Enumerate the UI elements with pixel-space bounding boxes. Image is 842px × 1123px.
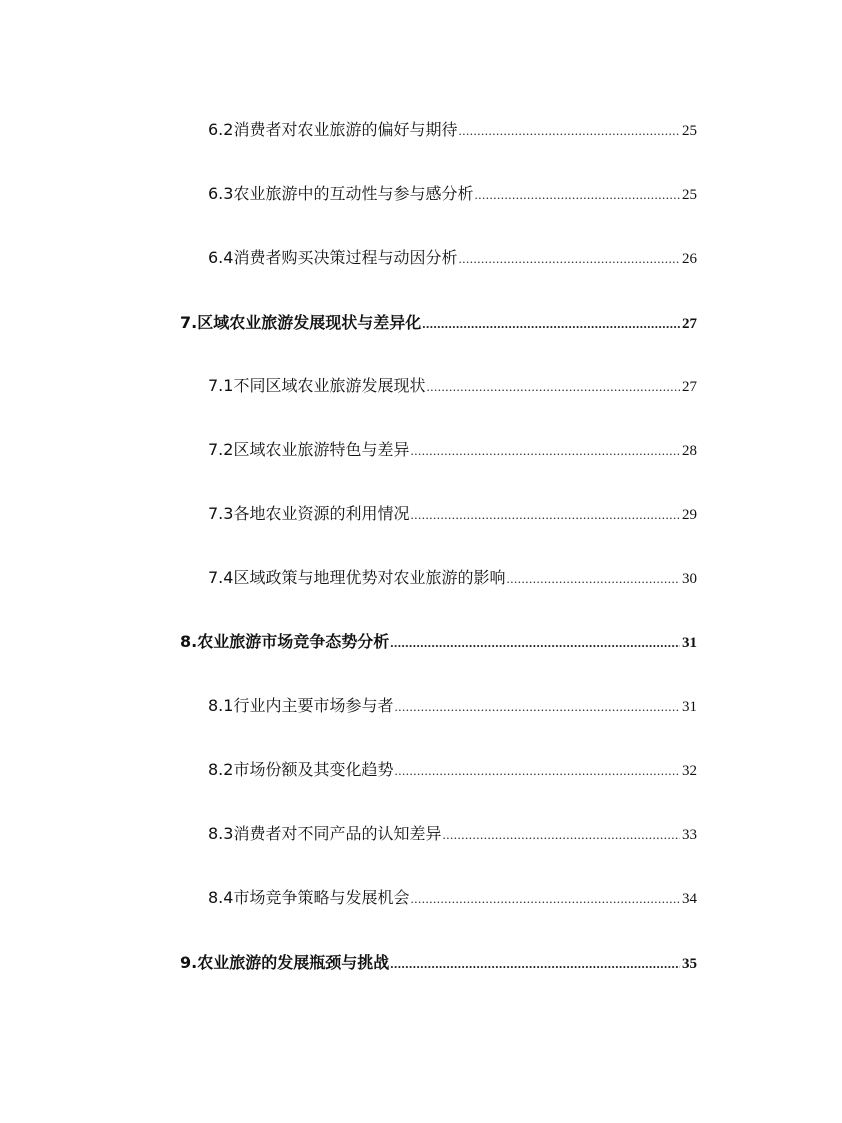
toc-entry-7-1[interactable] bbox=[208, 374, 697, 398]
toc-leader-dots bbox=[410, 439, 680, 463]
toc-page-number: 25 bbox=[682, 123, 697, 139]
toc-leader-dots bbox=[426, 375, 680, 399]
toc-leader-dots bbox=[390, 631, 680, 655]
toc-entry-title: 不同区域农业旅游发展现状 bbox=[233, 376, 426, 395]
toc-entry-title: 农业旅游的发展瓶颈与挑战 bbox=[197, 953, 390, 972]
toc-entry-6-4[interactable] bbox=[208, 246, 697, 270]
toc-entry-number: 7.2 bbox=[208, 440, 234, 459]
toc-entry-title: 行业内主要市场参与者 bbox=[233, 696, 394, 715]
toc-entry-8-2[interactable] bbox=[208, 758, 697, 782]
toc-entry-number: 7.4 bbox=[208, 568, 234, 587]
toc-entry-9[interactable] bbox=[180, 951, 697, 975]
toc-entry-number: 7.3 bbox=[208, 504, 234, 523]
toc-page-number: 30 bbox=[682, 571, 697, 587]
toc-entry-6-3[interactable] bbox=[208, 182, 697, 206]
toc-leader-dots bbox=[410, 887, 680, 911]
toc-entry-number: 8.4 bbox=[208, 888, 234, 907]
toc-entry-8-4[interactable] bbox=[208, 886, 697, 910]
toc-entry-title: 市场竞争策略与发展机会 bbox=[233, 888, 410, 907]
toc-entry-number: 8.1 bbox=[208, 696, 234, 715]
toc-page-number: 25 bbox=[682, 187, 697, 203]
toc-entry-title: 各地农业资源的利用情况 bbox=[233, 504, 410, 523]
toc-entry-7-4[interactable] bbox=[208, 566, 697, 590]
toc-entry-number: 9. bbox=[180, 953, 198, 972]
toc-entry-title: 区域农业旅游发展现状与差异化 bbox=[197, 313, 422, 332]
toc-entry-number: 8.2 bbox=[208, 760, 234, 779]
toc-leader-dots bbox=[394, 695, 680, 719]
toc-entry-7-2[interactable] bbox=[208, 438, 697, 462]
toc-entry-title: 区域农业旅游特色与差异 bbox=[233, 440, 410, 459]
toc-page-number: 32 bbox=[682, 763, 697, 779]
toc-page-number: 27 bbox=[682, 379, 697, 395]
toc-page-number: 35 bbox=[682, 956, 697, 972]
toc-page-number: 31 bbox=[682, 699, 697, 715]
toc-page-number: 29 bbox=[682, 507, 697, 523]
toc-page-number: 27 bbox=[682, 316, 697, 332]
toc-entry-8-3[interactable] bbox=[208, 822, 697, 846]
toc-entry-8-1[interactable] bbox=[208, 694, 697, 718]
toc-leader-dots bbox=[458, 119, 680, 143]
toc-entry-title: 区域政策与地理优势对农业旅游的影响 bbox=[233, 568, 506, 587]
toc-leader-dots bbox=[394, 759, 680, 783]
toc-entry-number: 8. bbox=[180, 632, 198, 651]
toc-entry-number: 7.1 bbox=[208, 376, 234, 395]
toc-entry-number: 6.2 bbox=[208, 120, 234, 139]
toc-entry-7[interactable] bbox=[180, 311, 697, 335]
toc-entry-title: 消费者对农业旅游的偏好与期待 bbox=[233, 120, 458, 139]
toc-entry-title: 农业旅游市场竞争态势分析 bbox=[197, 632, 390, 651]
toc-entry-number: 6.3 bbox=[208, 184, 234, 203]
toc-entry-title: 消费者购买决策过程与动因分析 bbox=[233, 248, 458, 267]
toc-entry-number: 7. bbox=[180, 313, 198, 332]
toc-entry-title: 农业旅游中的互动性与参与感分析 bbox=[233, 184, 474, 203]
toc-leader-dots bbox=[410, 503, 680, 527]
toc-entry-8[interactable] bbox=[180, 630, 697, 654]
toc-leader-dots bbox=[390, 952, 680, 976]
toc-leader-dots bbox=[474, 183, 680, 207]
toc-page-number: 33 bbox=[682, 827, 697, 843]
toc-entry-number: 8.3 bbox=[208, 824, 234, 843]
toc-leader-dots bbox=[506, 567, 680, 591]
toc-entry-7-3[interactable] bbox=[208, 502, 697, 526]
toc-leader-dots bbox=[458, 247, 680, 271]
toc-entry-title: 消费者对不同产品的认知差异 bbox=[233, 824, 442, 843]
toc-entry-title: 市场份额及其变化趋势 bbox=[233, 760, 394, 779]
toc-page-number: 31 bbox=[682, 635, 697, 651]
toc-leader-dots bbox=[442, 823, 680, 847]
toc-leader-dots bbox=[422, 312, 680, 336]
toc-page-number: 28 bbox=[682, 443, 697, 459]
toc-page-number: 34 bbox=[682, 891, 697, 907]
toc-page-number: 26 bbox=[682, 251, 697, 267]
toc-entry-6-2[interactable] bbox=[208, 118, 697, 142]
toc-entry-number: 6.4 bbox=[208, 248, 234, 267]
